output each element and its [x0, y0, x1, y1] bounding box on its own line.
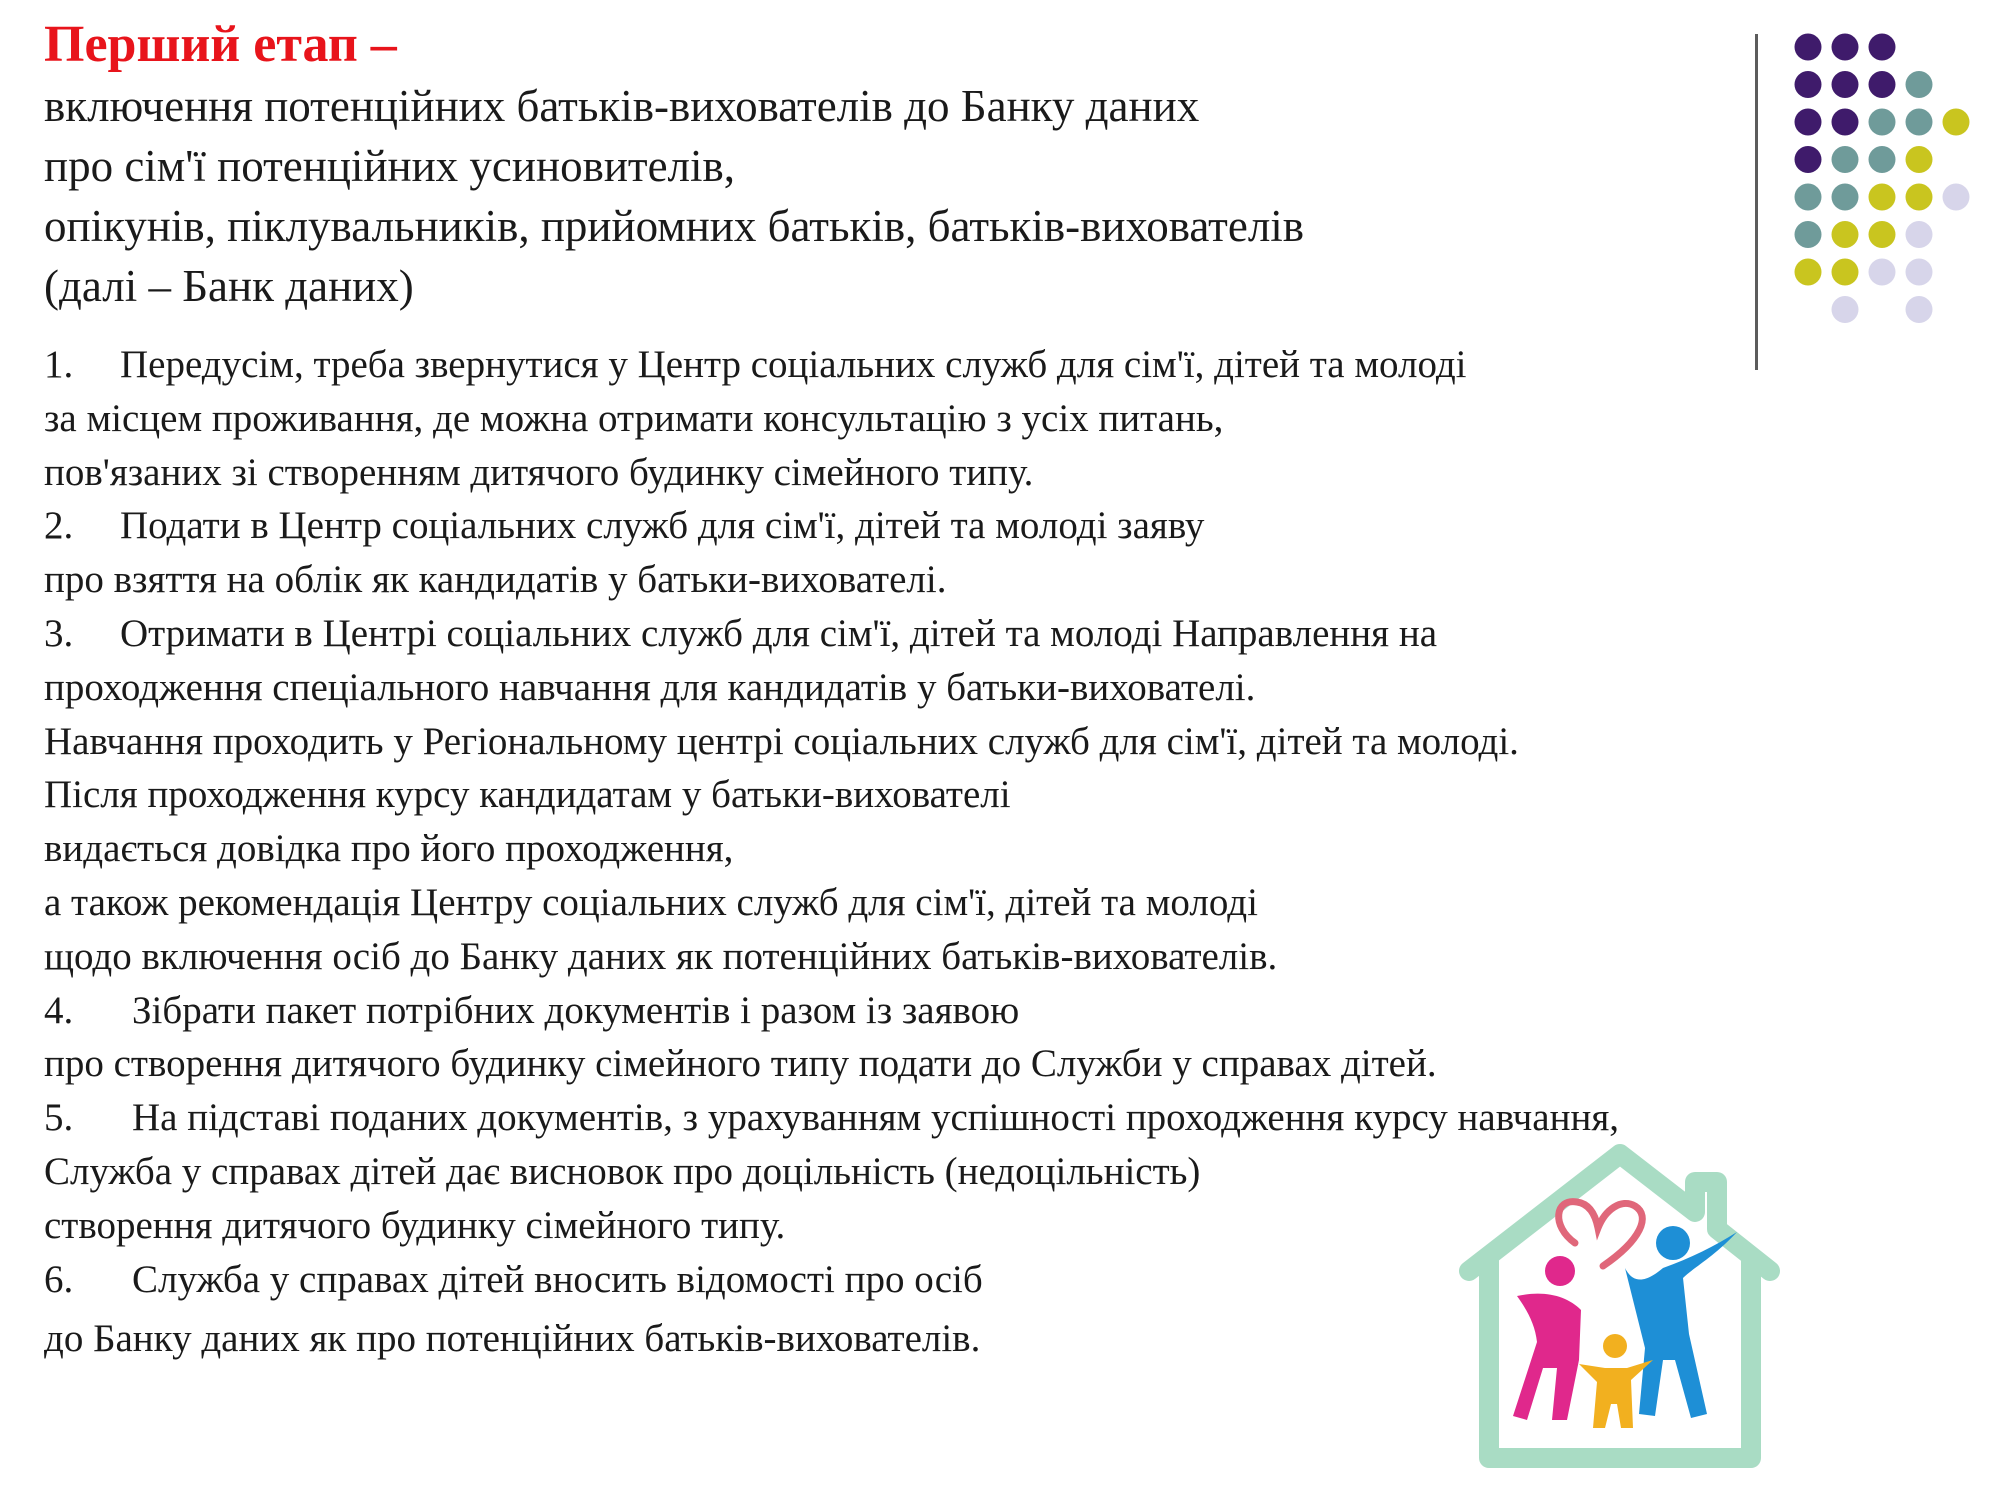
family-house-logo — [1455, 1128, 1785, 1473]
decorative-dot — [1832, 221, 1859, 248]
step-3-line — [44, 607, 1924, 661]
decorative-dot — [1869, 259, 1896, 286]
step-1-line — [44, 338, 1924, 392]
step-4-line — [44, 984, 1924, 1038]
decorative-dot — [1906, 109, 1933, 136]
decorative-dot — [1943, 109, 1970, 136]
decorative-dot — [1906, 296, 1933, 323]
decorative-dot — [1795, 221, 1822, 248]
decorative-dot — [1832, 109, 1859, 136]
decorative-dot — [1906, 221, 1933, 248]
step-text: Отримати в Центрі соціальних служб для сім'ї, дітей та молоді Направлення на — [120, 611, 1438, 655]
decorative-dot — [1795, 259, 1822, 286]
step-text: Служба у справах дітей вносить відомості про осіб — [132, 1257, 983, 1301]
decorative-dot — [1832, 184, 1859, 211]
step-text-line: проходження спеціального навчання для кандидатів у батьки-вихователі. — [44, 665, 1256, 709]
step-text: Подати в Центр соціальних служб для сім'ї, дітей та молоді заяву — [120, 504, 1205, 548]
step-text-line: Служба у справах дітей дає висновок про доцільність (недоцільність) — [44, 1149, 1201, 1193]
decorative-dot — [1906, 259, 1933, 286]
step-text: Передусім, треба звернутися у Центр соціальних служб для сім'ї, дітей та молоді — [120, 343, 1467, 386]
decorative-dot — [1795, 146, 1822, 173]
decorative-dot — [1869, 109, 1896, 136]
decorative-dot — [1869, 34, 1896, 61]
step-text-line: Навчання проходить у Регіональному центрі соціальних служб для сім'ї, дітей та молоді. — [44, 719, 1519, 763]
decorative-dot — [1832, 259, 1859, 286]
step-number: 4. — [44, 988, 74, 1032]
slide-title: Перший етап – — [44, 16, 397, 73]
decorative-dot — [1832, 71, 1859, 98]
decorative-dot — [1869, 146, 1896, 173]
step-text-line: про взяття на облік як кандидатів у батьки-вихователі. — [44, 558, 947, 602]
decorative-dot — [1832, 296, 1859, 323]
decorative-dot — [1906, 71, 1933, 98]
decorative-dot — [1869, 221, 1896, 248]
decorative-dot — [1869, 184, 1896, 211]
step-text-line: пов'язаних зі створенням дитячого будинку сімейного типу. — [44, 450, 1034, 494]
decorative-dot — [1943, 184, 1970, 211]
subtitle-line: опікунів, піклувальників, прийомних батьків, батьків-вихователів — [44, 201, 1305, 251]
decorative-dot — [1832, 146, 1859, 173]
vertical-divider — [1755, 34, 1758, 370]
step-number: 1. — [44, 343, 74, 386]
parent-figure-icon — [1625, 1226, 1737, 1418]
decorative-dot — [1906, 146, 1933, 173]
step-text-line: Після проходження курсу кандидатам у батьки-вихователі — [44, 773, 1011, 817]
decorative-dot — [1795, 184, 1822, 211]
step-text: На підставі поданих документів, з урахуванням успішності проходження курсу навчання, — [132, 1096, 1620, 1140]
step-number: 3. — [44, 611, 74, 655]
step-number: 2. — [44, 504, 74, 548]
step-text-line: створення дитячого будинку сімейного типу. — [44, 1203, 786, 1247]
decorative-dot — [1795, 34, 1822, 61]
subtitle-line: (далі – Банк даних) — [44, 261, 414, 311]
step-2-line — [44, 499, 1924, 553]
step-number: 6. — [44, 1257, 74, 1301]
decorative-dot — [1795, 71, 1822, 98]
decorative-dot — [1906, 184, 1933, 211]
step-number: 5. — [44, 1096, 74, 1140]
subtitle-line: включення потенційних батьків-вихователів до Банку даних — [44, 81, 1200, 131]
step-text-line: до Банку даних як про потенційних батьків-вихователів. — [44, 1317, 981, 1361]
step-text: Зібрати пакет потрібних документів і разом із заявою — [132, 988, 1020, 1032]
parent-figure-icon — [1513, 1256, 1581, 1420]
step-text-line: за місцем проживання, де можна отримати консультацію з усіх питань, — [44, 396, 1224, 440]
slide-header — [44, 14, 1724, 316]
decorative-dot-grid — [1790, 30, 1990, 330]
subtitle-line: про сім'ї потенційних усиновителів, — [44, 141, 735, 191]
step-text-line: а також рекомендація Центру соціальних служб для сім'ї, дітей та молоді — [44, 880, 1258, 924]
decorative-dot — [1832, 34, 1859, 61]
decorative-dot — [1869, 71, 1896, 98]
step-text-line: щодо включення осіб до Банку даних як потенційних батьків-вихователів. — [44, 934, 1278, 978]
heart-icon — [1559, 1202, 1643, 1266]
step-text-line: про створення дитячого будинку сімейного типу подати до Служби у справах дітей. — [44, 1042, 1437, 1086]
decorative-dot — [1795, 109, 1822, 136]
step-text-line: видається довідка про його проходження, — [44, 827, 734, 871]
